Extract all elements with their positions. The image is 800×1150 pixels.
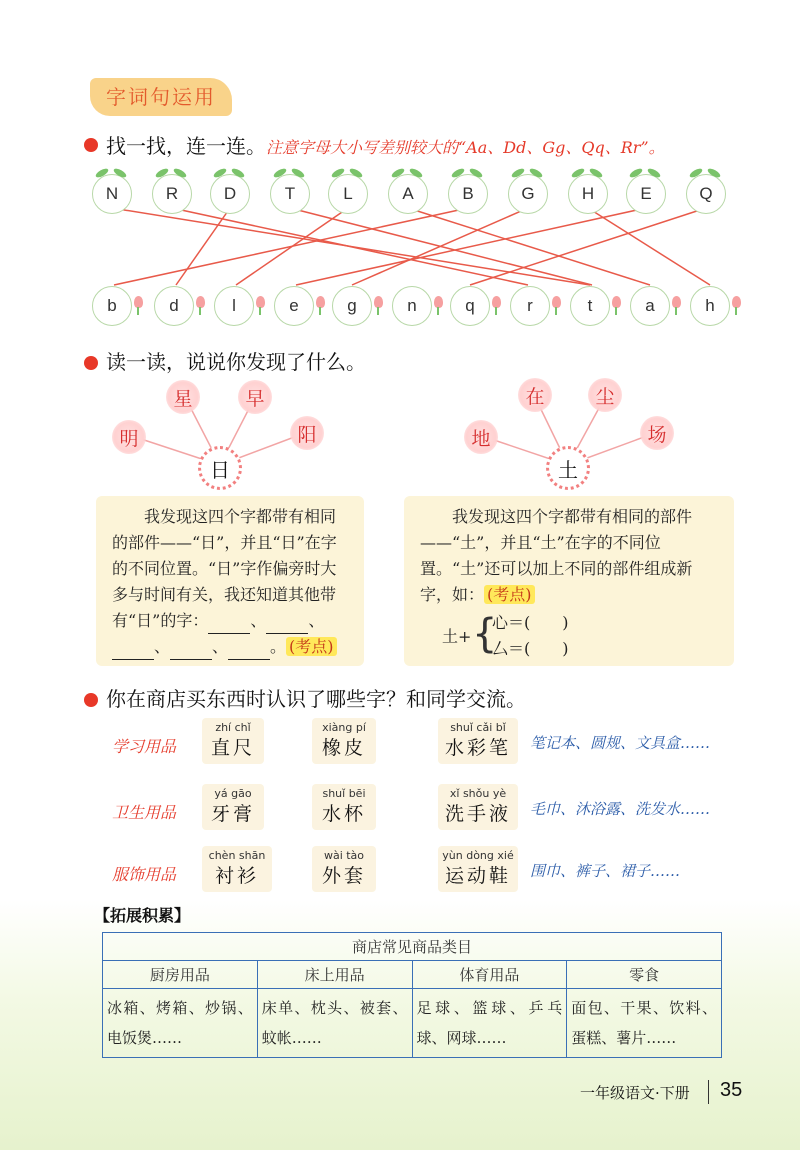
- formula-brace: {: [472, 611, 498, 657]
- category-label: 学习用品: [112, 737, 177, 756]
- word-card: xiàng pí 橡皮: [312, 718, 376, 764]
- formula-row-2: 厶＝( ): [492, 639, 569, 658]
- table-header: 体育用品: [412, 961, 567, 989]
- char-zao: 早: [238, 380, 272, 414]
- answer-blank[interactable]: [228, 642, 270, 660]
- letter-circle[interactable]: H: [568, 174, 608, 214]
- task1-title: 找一找，连一连。: [106, 134, 266, 158]
- section-tag: 字词句运用: [90, 78, 232, 116]
- footer-divider: [708, 1080, 709, 1104]
- letter-circle[interactable]: D: [210, 174, 250, 214]
- formula-base: 土+: [442, 627, 472, 646]
- extra-items: 笔记本、圆规、文具盒……: [530, 734, 711, 752]
- letter-circle[interactable]: b: [92, 286, 132, 326]
- tulip-stem-icon: [199, 307, 201, 315]
- task3-title: 你在商店买东西时认识了哪些字？和同学交流。: [106, 687, 526, 711]
- tulip-stem-icon: [675, 307, 677, 315]
- table-header: 厨房用品: [103, 961, 258, 989]
- bullet-icon: [84, 693, 98, 707]
- letter-circle[interactable]: N: [92, 174, 132, 214]
- table-header: 床上用品: [257, 961, 412, 989]
- bullet-icon: [84, 356, 98, 370]
- word-card: zhí chǐ 直尺: [202, 718, 264, 764]
- letter-circle[interactable]: R: [152, 174, 192, 214]
- book-title: 一年级语文·下册: [580, 1084, 690, 1102]
- letter-circle[interactable]: t: [570, 286, 610, 326]
- char-zai: 在: [518, 378, 552, 412]
- table-cell: 床单、枕头、被套、蚊帐……: [257, 989, 412, 1058]
- line-q: [470, 208, 706, 285]
- letter-circle[interactable]: a: [630, 286, 670, 326]
- task1-note: 注意字母大小写差别较大的“Aa、Dd、Gg、Qq、Rr”。: [266, 138, 665, 157]
- table-title: 商店常见商品类目: [103, 933, 722, 961]
- letter-circle[interactable]: h: [690, 286, 730, 326]
- answer-blank[interactable]: [208, 616, 250, 634]
- matching-lines: [0, 0, 800, 330]
- formula: [420, 610, 718, 664]
- task2-title: 读一读，说说你发现了什么。: [106, 350, 366, 374]
- line-b: [114, 208, 468, 285]
- word-card: wài tào 外套: [312, 846, 376, 892]
- letter-circle[interactable]: n: [392, 286, 432, 326]
- formula-row-1: 心＝( ): [492, 613, 569, 632]
- char-xing: 星: [166, 380, 200, 414]
- letter-circle[interactable]: e: [274, 286, 314, 326]
- word-card: yá gāo 牙膏: [202, 784, 264, 830]
- answer-blank[interactable]: [266, 616, 308, 634]
- line-a: [408, 208, 650, 285]
- table-cell: 面包、干果、饮料、蛋糕、薯片……: [567, 989, 722, 1058]
- letter-circle[interactable]: q: [450, 286, 490, 326]
- word-card: xǐ shǒu yè 洗手液: [438, 784, 518, 830]
- letter-circle[interactable]: B: [448, 174, 488, 214]
- tulip-stem-icon: [495, 307, 497, 315]
- extension-title: 【拓展积累】: [94, 906, 191, 925]
- center-char-tu: 土: [546, 446, 590, 490]
- letter-circle[interactable]: G: [508, 174, 548, 214]
- letter-circle[interactable]: l: [214, 286, 254, 326]
- tulip-stem-icon: [137, 307, 139, 315]
- center-char-ri: 日: [198, 446, 242, 490]
- char-yang: 阳: [290, 416, 324, 450]
- tulip-stem-icon: [319, 307, 321, 315]
- discovery-box-1: [96, 496, 364, 666]
- char-chang: 场: [640, 416, 674, 450]
- tulip-stem-icon: [437, 307, 439, 315]
- letter-circle[interactable]: r: [510, 286, 550, 326]
- tulip-stem-icon: [735, 307, 737, 315]
- tulip-stem-icon: [377, 307, 379, 315]
- tulip-stem-icon: [259, 307, 261, 315]
- letter-circle[interactable]: E: [626, 174, 666, 214]
- box2-text: 我发现这四个字都带有相同的部件——“土”，并且“土”在字的不同位置。“土”还可以加上不同的部件组成新字，如： (考点): [420, 507, 693, 604]
- table-cell: 足球、篮球、乒乓球、网球……: [412, 989, 567, 1058]
- box1-text: 我发现这四个字都带有相同的部件——“日”，并且“日”在字的不同位置。“日”字作偏旁时大多与时间有关，我还知道其他带有“日”的字： 、 、、 、 。 (考点): [112, 504, 348, 660]
- page-number: 35: [720, 1079, 743, 1101]
- key-point-badge: (考点): [484, 585, 535, 604]
- word-card: shuǐ cǎi bǐ 水彩笔: [438, 718, 518, 764]
- table-cell: 冰箱、烤箱、炒锅、电饭煲……: [103, 989, 258, 1058]
- key-point-badge: (考点): [286, 637, 337, 656]
- line-g: [352, 208, 528, 285]
- word-card: shuǐ bēi 水杯: [312, 784, 376, 830]
- letter-circle[interactable]: Q: [686, 174, 726, 214]
- letter-circle[interactable]: T: [270, 174, 310, 214]
- discovery-box-2: [404, 496, 734, 666]
- word-card: chèn shān 衬衫: [202, 846, 272, 892]
- char-chen: 尘: [588, 378, 622, 412]
- letter-circle[interactable]: A: [388, 174, 428, 214]
- table-header: 零食: [567, 961, 722, 989]
- goods-table: [102, 932, 722, 1058]
- char-di: 地: [464, 420, 498, 454]
- letter-circle[interactable]: d: [154, 286, 194, 326]
- category-label: 卫生用品: [112, 803, 177, 822]
- word-card: yùn dòng xié 运动鞋: [438, 846, 518, 892]
- line-h: [588, 208, 710, 285]
- answer-blank[interactable]: [112, 642, 154, 660]
- goods-row: [112, 718, 752, 768]
- answer-blank[interactable]: [170, 642, 212, 660]
- extra-items: 毛巾、沐浴露、洗发水……: [530, 800, 711, 818]
- extra-items: 围巾、裤子、裙子……: [530, 862, 681, 880]
- tulip-stem-icon: [615, 307, 617, 315]
- letter-circle[interactable]: L: [328, 174, 368, 214]
- goods-row: [112, 846, 752, 896]
- category-label: 服饰用品: [112, 865, 177, 884]
- tulip-stem-icon: [555, 307, 557, 315]
- goods-row: [112, 784, 752, 834]
- char-ming: 明: [112, 420, 146, 454]
- letter-circle[interactable]: g: [332, 286, 372, 326]
